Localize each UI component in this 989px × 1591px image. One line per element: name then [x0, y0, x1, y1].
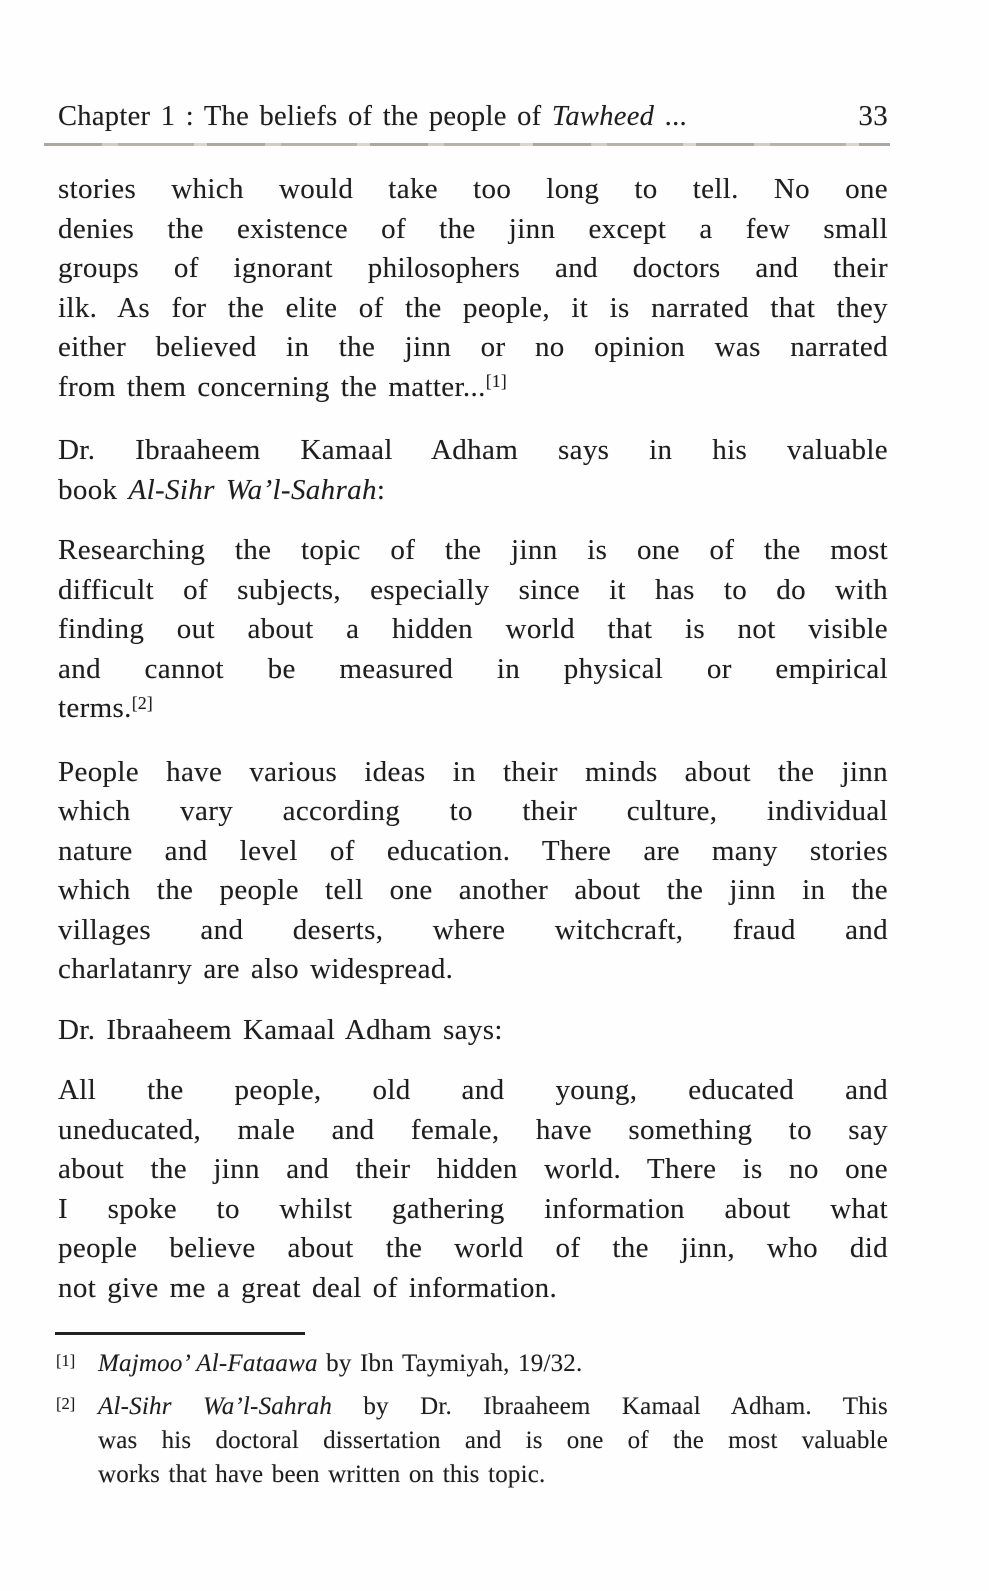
text-run: by Ibn Taymiyah, 19/32.	[317, 1350, 583, 1377]
running-header	[58, 98, 888, 135]
footnote-ref-2: [2]	[131, 692, 153, 713]
text-run: by Dr. Ibraaheem Kamaal Adham. This	[332, 1393, 888, 1420]
footnote-ref-1: [1]	[485, 371, 507, 392]
text-line: uneducated, male and female, have something to say	[58, 1113, 888, 1146]
footnote-1-text	[98, 1347, 888, 1381]
page-number: 33	[858, 100, 888, 132]
footnotes-section	[58, 1332, 888, 1492]
text-line: I spoke to whilst gathering information about what	[58, 1192, 888, 1225]
text-line: charlatanry are also widespread.	[58, 953, 454, 985]
text-line: Researching the topic of the jinn is one of the most	[58, 534, 888, 566]
footnote-2-line: works that have been written on this topic.	[98, 1461, 546, 1488]
footnote-2-line: was his doctoral dissertation and is one of the most valuable	[98, 1427, 888, 1454]
text-line: groups of ignorant philosophers and doctors and their	[58, 252, 888, 284]
text-line: which vary according to their culture, individual	[58, 795, 888, 827]
footnote-2-line	[98, 1390, 888, 1424]
cited-title-italic: Majmoo’ Al-Fataawa	[98, 1350, 318, 1377]
text-run: terms.	[58, 692, 132, 724]
text-run: book	[58, 473, 129, 506]
footnote-divider-rule	[55, 1332, 305, 1335]
footnote-2-marker: [2]	[56, 1394, 76, 1413]
paragraph-3	[58, 531, 888, 732]
chapter-header-text: Chapter 1 : The beliefs of the people of	[58, 101, 552, 132]
paragraph-2	[58, 431, 888, 510]
text-line	[58, 471, 888, 511]
text-line: ilk. As for the elite of the people, it is narrated that they	[58, 291, 888, 324]
text-line: either believed in the jinn or no opinion was narrated	[58, 331, 888, 363]
chapter-header	[58, 99, 687, 135]
text-run: from them concerning the matter...	[58, 370, 486, 403]
chapter-header-term-italic: Tawheed	[551, 101, 655, 132]
paragraph-4	[58, 753, 888, 990]
text-line: not give me a great deal of information.	[58, 1271, 558, 1304]
text-line: Dr. Ibraaheem Kamaal Adham says in his valuable	[58, 434, 888, 466]
header-divider-rule	[44, 143, 890, 146]
paragraph-1	[58, 170, 888, 410]
footnote-2	[58, 1390, 888, 1492]
text-run: :	[376, 473, 386, 506]
text-line	[58, 689, 888, 732]
text-line: denies the existence of the jinn except a few small	[58, 212, 888, 245]
footnote-1	[58, 1347, 888, 1381]
text-line: nature and level of education. There are many stories	[58, 834, 888, 867]
page-content	[58, 0, 888, 1501]
text-line	[58, 368, 888, 411]
footnote-1-marker: [1]	[56, 1351, 76, 1370]
chapter-header-ellipsis: ...	[654, 101, 687, 132]
text-line: People have various ideas in their minds about the jinn	[58, 755, 888, 788]
text-line: finding out about a hidden world that is not visible	[58, 613, 888, 645]
text-line: people believe about the world of the jinn, who did	[58, 1232, 888, 1264]
body-text	[58, 170, 888, 1308]
paragraph-5	[58, 1011, 888, 1051]
text-line: Dr. Ibraaheem Kamaal Adham says:	[58, 1013, 503, 1046]
text-line: All the people, old and young, educated and	[58, 1074, 888, 1106]
text-line: difficult of subjects, especially since it has to do with	[58, 573, 888, 606]
text-line: stories which would take too long to tell. No one	[58, 173, 888, 205]
text-line: about the jinn and their hidden world. There is no one	[58, 1153, 888, 1185]
cited-title-italic: Al-Sihr Wa’l-Sahrah	[98, 1393, 333, 1420]
text-line: and cannot be measured in physical or empirical	[58, 652, 888, 685]
book-title-italic: Al-Sihr Wa’l-Sahrah	[128, 473, 377, 506]
text-line: villages and deserts, where witchcraft, fraud and	[58, 913, 888, 946]
text-line: which the people tell one another about the jinn in the	[58, 874, 888, 906]
paragraph-6	[58, 1071, 888, 1308]
